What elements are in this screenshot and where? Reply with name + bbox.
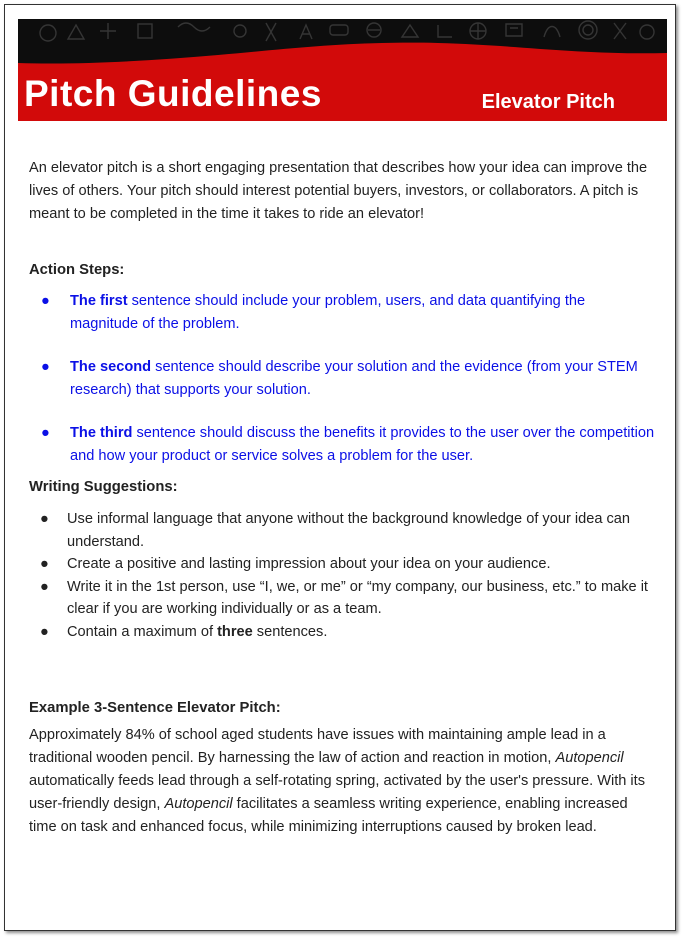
list-item (29, 422, 655, 468)
page-title: Pitch Guidelines (24, 73, 322, 114)
example-text: facilitates a seamless writing experience, enabling increased time on task and enhanced focus, while minimizing interruptions caused by broken lead. (29, 796, 628, 835)
bullet-icon: ● (40, 556, 49, 572)
product-name: Autopencil (164, 796, 233, 812)
writing-suggestions-list (29, 508, 655, 643)
step-lead: The second (70, 359, 152, 375)
suggestion-emphasis: three (217, 623, 253, 640)
suggestion-text: sentences. (252, 623, 328, 640)
bullet-icon: ● (41, 359, 50, 375)
bullet-icon: ● (41, 425, 50, 441)
example-text: automatically feeds lead through a self-rotating spring, activated by the user's pressure. With its user-friendly design, (29, 773, 646, 812)
list-item (29, 356, 655, 402)
page-subtitle: Elevator Pitch (481, 91, 615, 113)
bullet-icon: ● (41, 293, 50, 309)
step-text: sentence should describe your solution and the evidence (from your STEM research) that supports your solution. (70, 359, 638, 398)
action-steps-heading: Action Steps: (29, 262, 125, 278)
step-text: sentence should discuss the benefits it provides to the user over the competition and how your product or service solves a problem for the user. (70, 425, 655, 464)
example-paragraph (29, 724, 655, 839)
step-lead: The third (70, 425, 133, 441)
suggestion-text: Contain a maximum of (67, 623, 218, 640)
writing-suggestions-heading: Writing Suggestions: (29, 479, 178, 495)
list-item (29, 576, 655, 621)
document-body (29, 157, 655, 839)
list-item (29, 508, 655, 553)
product-name: Autopencil (555, 750, 624, 766)
intro-paragraph: An elevator pitch is a short engaging presentation that describes how your idea can improve the lives of others. Your pitch should interest potential buyers, investors, or collaborators. A pitch is meant to be completed in the time it takes to ride an elevator! (29, 160, 648, 222)
header-banner (18, 19, 667, 121)
step-lead: The first (70, 293, 128, 309)
action-steps-list (29, 290, 655, 468)
list-item (29, 553, 655, 576)
bullet-icon: ● (40, 511, 49, 527)
suggestion-text: Create a positive and lasting impression about your idea on your audience. (67, 556, 551, 572)
suggestion-text: Write it in the 1st person, use “I, we, or me” or “my company, our business, etc.” to make it clear if you are working individually or as a team. (67, 578, 648, 617)
example-text: Approximately 84% of school aged students have issues with maintaining ample lead in a traditional wooden pencil. By harnessing the law of action and reaction in motion, (29, 727, 606, 766)
list-item (29, 621, 655, 644)
suggestion-text: Use informal language that anyone without the background knowledge of your idea can understand. (67, 511, 631, 550)
list-item (29, 290, 655, 336)
step-text: sentence should include your problem, users, and data quantifying the magnitude of the problem. (70, 293, 586, 332)
bullet-icon: ● (40, 623, 49, 640)
example-heading: Example 3-Sentence Elevator Pitch: (29, 700, 281, 716)
bullet-icon: ● (40, 578, 49, 595)
